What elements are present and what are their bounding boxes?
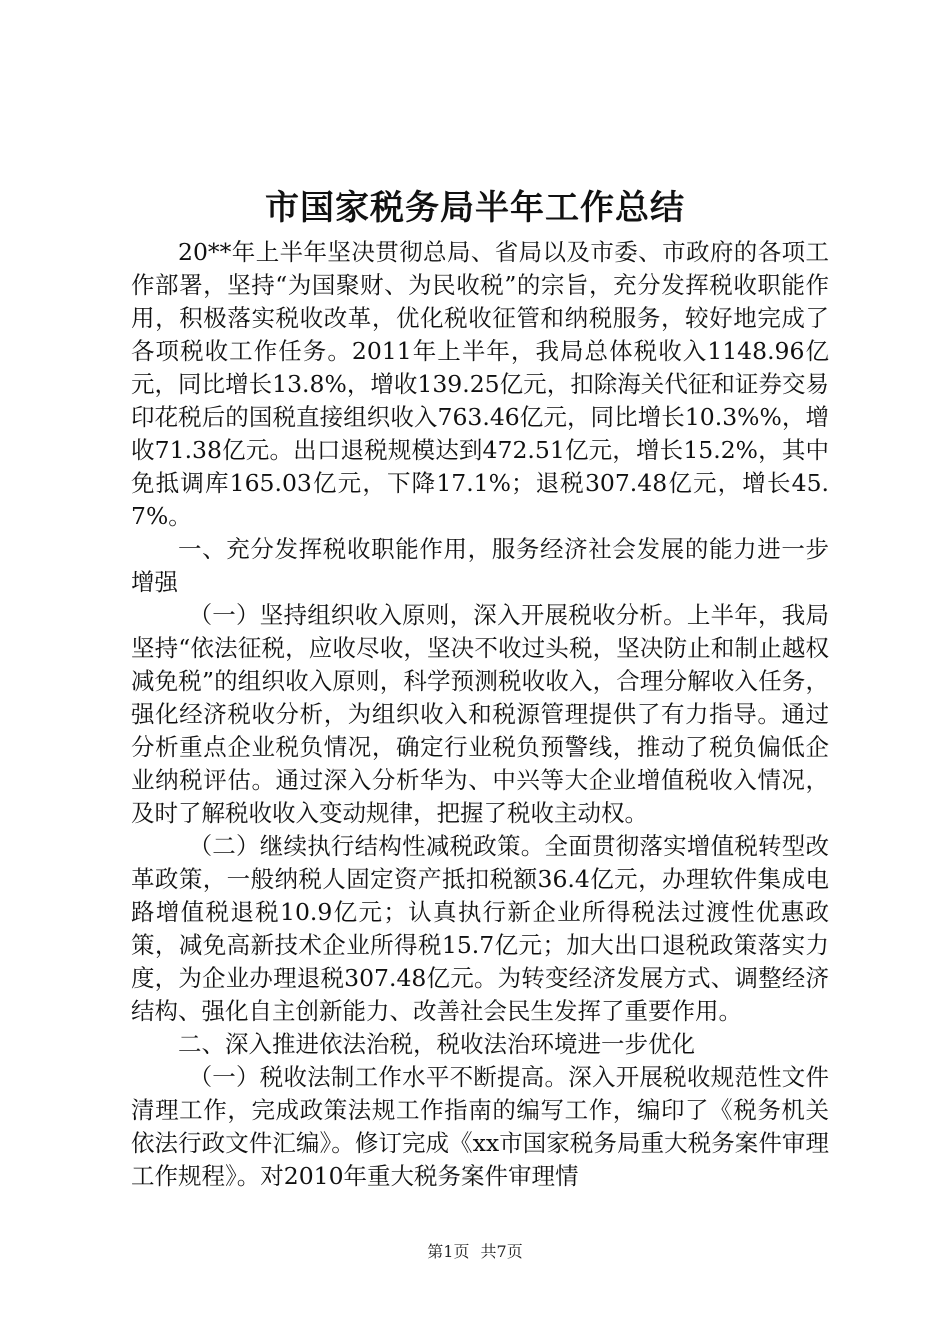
section-heading-1: 一、充分发挥税收职能作用，服务经济社会发展的能力进一步增强 [131, 535, 829, 596]
paragraph-1-2: （二）继续执行结构性减税政策。全面贯彻落实增值税转型改革政策，一般纳税人固定资产抵扣税额36.4亿元，办理软件集成电路增值税退税10.9亿元；认真执行新企业所得税法过渡性优惠政策，减免高新技术企业所得税15.7亿元；加大出口退税政策落实力度，为企业办理退税307.48亿元。为转变经济发展方式、调整经济结构、强化自主创新能力、改善社会民生发挥了重要作用。 [131, 832, 829, 1025]
page-number: 第1页 [427, 1242, 470, 1261]
paragraph-1-1: （一）坚持组织收入原则，深入开展税收分析。上半年，我局坚持“依法征税，应收尽收，坚决不收过头税，坚决防止和制止越权减免税”的组织收入原则，科学预测税收收入，合理分解收入任务，强化经济税收分析，为组织收入和税源管理提供了有力指导。通过分析重点企业税负情况，确定行业税负预警线，推动了税负偏低企业纳税评估。通过深入分析华为、中兴等大企业增值税收入情况，及时了解税收收入变动规律，把握了税收主动权。 [131, 601, 829, 827]
page-footer [0, 1240, 950, 1264]
document-body [131, 236, 829, 1193]
page-total: 共7页 [480, 1242, 523, 1261]
paragraph-intro: 20**年上半年坚决贯彻总局、省局以及市委、市政府的各项工作部署，坚持“为国聚财、为民收税”的宗旨，充分发挥税收职能作用，积极落实税收改革，优化税收征管和纳税服务，较好地完成了各项税收工作任务。2011年上半年，我局总体税收入1148.96亿元，同比增长13.8%，增收139.25亿元，扣除海关代征和证券交易印花税后的国税直接组织收入763.46亿元，同比增长10.3%%，增收71.38亿元。出口退税规模达到472.51亿元，增长15.2%，其中免抵调库165.03亿元，下降17.1%；退税307.48亿元，增长45.7%。 [131, 238, 829, 530]
section-heading-2: 二、深入推进依法治税，税收法治环境进一步优化 [178, 1030, 695, 1058]
paragraph-2-1: （一）税收法制工作水平不断提高。深入开展税收规范性文件清理工作，完成政策法规工作指南的编写工作，编印了《税务机关依法行政文件汇编》。修订完成《xx市国家税务局重大税务案件审理工作规程》。对2010年重大税务案件审理情 [131, 1063, 829, 1190]
document-title: 市国家税务局半年工作总结 [265, 188, 685, 228]
